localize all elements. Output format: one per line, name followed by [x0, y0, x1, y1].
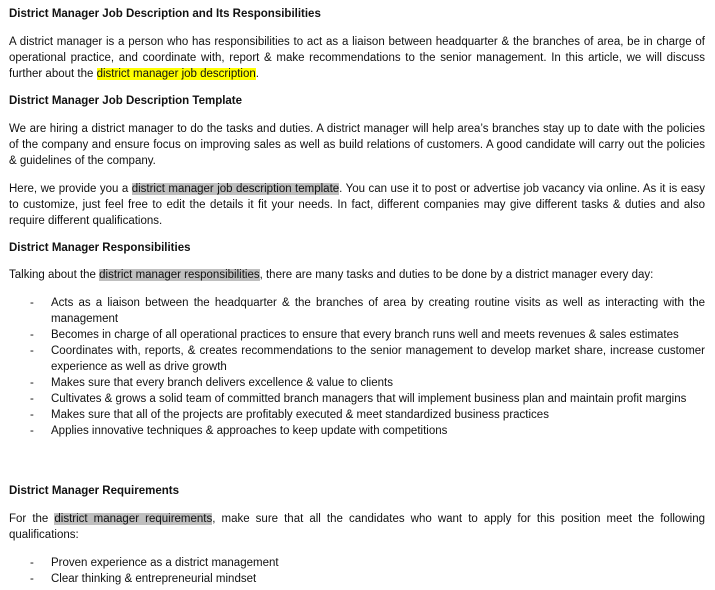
highlighted-phrase: district manager job description [96, 68, 256, 80]
list-item: - Clear thinking & entrepreneurial mindset [0, 571, 705, 587]
list-item: - Cultivates & grows a solid team of committed branch managers that will implement business plan and maintain profit margins [0, 391, 705, 407]
highlighted-phrase: district manager job description template [131, 183, 340, 195]
template-heading: District Manager Job Description Template [9, 95, 243, 107]
list-item: - Applies innovative techniques & approaches to keep update with competitions [0, 423, 705, 439]
responsibilities-heading: District Manager Responsibilities [9, 242, 191, 254]
requirements-intro: For the district manager requirements, make sure that all the candidates who want to apply for this position meet the following qualifications: [9, 513, 705, 541]
requirements-list [0, 555, 705, 587]
highlighted-phrase: district manager requirements [54, 513, 213, 525]
document-title: District Manager Job Description and Its Responsibilities [9, 8, 321, 20]
requirements-heading: District Manager Requirements [9, 485, 179, 497]
list-item: - Makes sure that every branch delivers excellence & value to clients [0, 375, 705, 391]
list-item: - Proven experience as a district management [0, 555, 705, 571]
template-paragraph-1: We are hiring a district manager to do the tasks and duties. A district manager will help area’s branches stay up to date with the policies of the company and ensure focus on improving sales as well as build relations of customers. A good candidate will carry out the policies & guidelines of the company. [9, 123, 705, 167]
intro-paragraph: A district manager is a person who has responsibilities to act as a liaison between headquarter & the branches of area, be in charge of operational practice, and coordinate with, report & make recommendations to the senior management. In this article, we will discuss further about the district manager job description. [9, 36, 705, 80]
highlighted-phrase: district manager responsibilities [99, 269, 260, 281]
responsibilities-list [0, 295, 705, 439]
list-item: - Coordinates with, reports, & creates recommendations to the senior management to develop market share, increase customer experience as well as drive growth [0, 343, 705, 375]
list-item: - Becomes in charge of all operational practices to ensure that every branch runs well and meets revenues & sales estimates [0, 327, 705, 343]
responsibilities-intro: Talking about the district manager responsibilities, there are many tasks and duties to be done by a district manager every day: [9, 269, 654, 281]
list-item: - Acts as a liaison between the headquarter & the branches of area by creating routine visits as well as interacting with the management [0, 295, 705, 327]
template-paragraph-2: Here, we provide you a district manager job description template. You can use it to post or advertise job vacancy via online. As it is easy to customize, just feel free to edit the details it fit your needs. In fact, different companies may give different tasks & duties and also require different qualifications. [9, 183, 705, 227]
list-item: - Makes sure that all of the projects are profitably executed & meet standardized business practices [0, 407, 705, 423]
